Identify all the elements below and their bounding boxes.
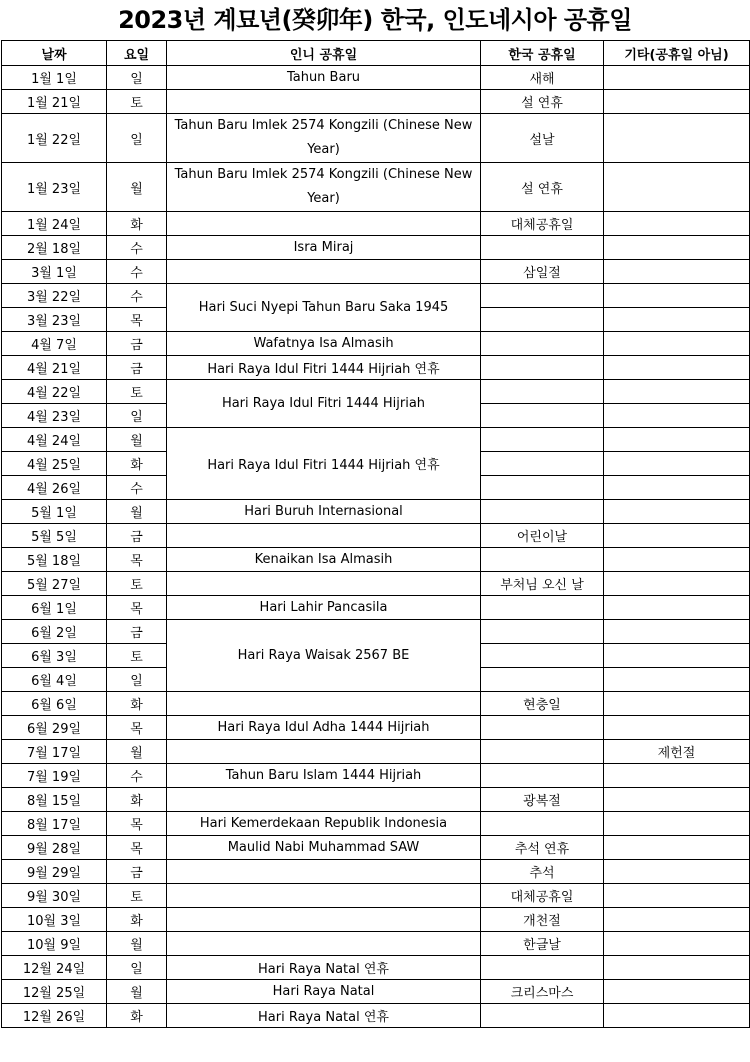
cell-weekday: 금 [107, 860, 167, 884]
cell-indonesia-holiday: Hari Buruh Internasional [167, 500, 481, 524]
cell-weekday: 화 [107, 908, 167, 932]
cell-korea-holiday: 설 연휴 [481, 90, 604, 114]
cell-indonesia-holiday [167, 212, 481, 236]
cell-date: 9월 29일 [2, 860, 107, 884]
cell-korea-holiday: 크리스마스 [481, 980, 604, 1004]
holiday-rows [2, 66, 750, 1028]
cell-weekday: 화 [107, 788, 167, 812]
cell-date: 10월 9일 [2, 932, 107, 956]
cell-indonesia-holiday: Maulid Nabi Muhammad SAW [167, 836, 481, 860]
header-row [2, 41, 750, 66]
cell-indonesia-holiday: Tahun Baru Islam 1444 Hijriah [167, 764, 481, 788]
cell-date: 1월 22일 [2, 114, 107, 163]
cell-date: 7월 19일 [2, 764, 107, 788]
cell-weekday: 목 [107, 308, 167, 332]
cell-korea-holiday [481, 404, 604, 428]
table-row [2, 114, 750, 163]
cell-other [604, 788, 750, 812]
cell-date: 1월 21일 [2, 90, 107, 114]
cell-korea-holiday [481, 620, 604, 644]
cell-date: 8월 15일 [2, 788, 107, 812]
cell-date: 4월 22일 [2, 380, 107, 404]
cell-other [604, 908, 750, 932]
table-row [2, 163, 750, 212]
table-row [2, 66, 750, 90]
table-row [2, 908, 750, 932]
cell-weekday: 월 [107, 980, 167, 1004]
cell-korea-holiday [481, 356, 604, 380]
cell-weekday: 일 [107, 956, 167, 980]
cell-other [604, 212, 750, 236]
table-row [2, 90, 750, 114]
cell-korea-holiday [481, 668, 604, 692]
cell-indonesia-holiday: Hari Raya Waisak 2567 BE [167, 620, 481, 692]
cell-indonesia-holiday: Hari Raya Natal [167, 980, 481, 1004]
cell-weekday: 토 [107, 884, 167, 908]
cell-date: 1월 23일 [2, 163, 107, 212]
table-row [2, 332, 750, 356]
cell-weekday: 월 [107, 163, 167, 212]
cell-other [604, 956, 750, 980]
cell-weekday: 금 [107, 620, 167, 644]
table-row [2, 236, 750, 260]
cell-date: 4월 7일 [2, 332, 107, 356]
cell-korea-holiday [481, 308, 604, 332]
cell-weekday: 월 [107, 500, 167, 524]
cell-other [604, 284, 750, 308]
cell-other [604, 332, 750, 356]
cell-date: 5월 27일 [2, 572, 107, 596]
table-row [2, 284, 750, 308]
cell-other [604, 114, 750, 163]
cell-indonesia-holiday: Hari Raya Idul Fitri 1444 Hijriah 연휴 [167, 428, 481, 500]
cell-weekday: 금 [107, 332, 167, 356]
cell-korea-holiday [481, 332, 604, 356]
cell-date: 4월 26일 [2, 476, 107, 500]
table-row [2, 572, 750, 596]
cell-weekday: 수 [107, 476, 167, 500]
cell-date: 3월 23일 [2, 308, 107, 332]
cell-korea-holiday [481, 740, 604, 764]
cell-date: 6월 2일 [2, 620, 107, 644]
cell-date: 5월 18일 [2, 548, 107, 572]
cell-korea-holiday: 설 연휴 [481, 163, 604, 212]
cell-other [604, 356, 750, 380]
cell-other [604, 1004, 750, 1028]
cell-other [604, 548, 750, 572]
cell-weekday: 일 [107, 114, 167, 163]
table-row [2, 764, 750, 788]
cell-korea-holiday: 대체공휴일 [481, 884, 604, 908]
cell-korea-holiday: 새해 [481, 66, 604, 90]
cell-date: 10월 3일 [2, 908, 107, 932]
header-indonesia-holiday: 인니 공휴일 [167, 41, 481, 66]
cell-weekday: 월 [107, 428, 167, 452]
table-row [2, 716, 750, 740]
cell-date: 12월 25일 [2, 980, 107, 1004]
cell-other [604, 236, 750, 260]
cell-date: 6월 29일 [2, 716, 107, 740]
cell-other [604, 692, 750, 716]
cell-korea-holiday: 추석 [481, 860, 604, 884]
cell-date: 4월 25일 [2, 452, 107, 476]
table-row [2, 932, 750, 956]
cell-other [604, 668, 750, 692]
cell-indonesia-holiday: Wafatnya Isa Almasih [167, 332, 481, 356]
cell-korea-holiday [481, 764, 604, 788]
cell-weekday: 화 [107, 1004, 167, 1028]
cell-date: 6월 3일 [2, 644, 107, 668]
cell-other [604, 90, 750, 114]
cell-weekday: 목 [107, 836, 167, 860]
cell-date: 7월 17일 [2, 740, 107, 764]
cell-other [604, 812, 750, 836]
table-row [2, 740, 750, 764]
cell-weekday: 목 [107, 812, 167, 836]
table-row [2, 788, 750, 812]
header-korea-holiday: 한국 공휴일 [481, 41, 604, 66]
cell-weekday: 목 [107, 716, 167, 740]
cell-date: 2월 18일 [2, 236, 107, 260]
cell-date: 1월 24일 [2, 212, 107, 236]
cell-other [604, 404, 750, 428]
cell-date: 4월 24일 [2, 428, 107, 452]
cell-indonesia-holiday: Hari Kemerdekaan Republik Indonesia [167, 812, 481, 836]
cell-other [604, 428, 750, 452]
cell-indonesia-holiday: Hari Raya Natal 연휴 [167, 1004, 481, 1028]
header-date: 날짜 [2, 41, 107, 66]
cell-korea-holiday [481, 236, 604, 260]
cell-date: 9월 28일 [2, 836, 107, 860]
cell-other [604, 620, 750, 644]
cell-date: 6월 1일 [2, 596, 107, 620]
cell-korea-holiday [481, 812, 604, 836]
cell-weekday: 토 [107, 644, 167, 668]
cell-weekday: 월 [107, 740, 167, 764]
cell-weekday: 월 [107, 932, 167, 956]
cell-indonesia-holiday: Hari Raya Natal 연휴 [167, 956, 481, 980]
cell-korea-holiday: 광복절 [481, 788, 604, 812]
table-row [2, 860, 750, 884]
cell-date: 4월 23일 [2, 404, 107, 428]
cell-indonesia-holiday [167, 740, 481, 764]
cell-weekday: 일 [107, 668, 167, 692]
cell-indonesia-holiday [167, 572, 481, 596]
cell-korea-holiday [481, 548, 604, 572]
cell-other [604, 884, 750, 908]
cell-weekday: 토 [107, 90, 167, 114]
cell-other [604, 596, 750, 620]
cell-korea-holiday: 설날 [481, 114, 604, 163]
header-weekday: 요일 [107, 41, 167, 66]
table-row [2, 524, 750, 548]
cell-other: 제헌절 [604, 740, 750, 764]
cell-weekday: 화 [107, 212, 167, 236]
cell-indonesia-holiday: Tahun Baru Imlek 2574 Kongzili (Chinese New Year) [167, 114, 481, 163]
cell-indonesia-holiday [167, 524, 481, 548]
table-row [2, 356, 750, 380]
cell-weekday: 금 [107, 524, 167, 548]
cell-indonesia-holiday: Hari Raya Idul Fitri 1444 Hijriah 연휴 [167, 356, 481, 380]
cell-korea-holiday [481, 476, 604, 500]
table-row [2, 548, 750, 572]
cell-weekday: 화 [107, 692, 167, 716]
cell-indonesia-holiday [167, 692, 481, 716]
cell-indonesia-holiday [167, 908, 481, 932]
cell-korea-holiday [481, 956, 604, 980]
cell-indonesia-holiday: Hari Raya Idul Adha 1444 Hijriah [167, 716, 481, 740]
cell-date: 6월 6일 [2, 692, 107, 716]
cell-date: 12월 24일 [2, 956, 107, 980]
cell-date: 8월 17일 [2, 812, 107, 836]
cell-date: 5월 5일 [2, 524, 107, 548]
cell-indonesia-holiday: Hari Lahir Pancasila [167, 596, 481, 620]
cell-other [604, 764, 750, 788]
cell-weekday: 수 [107, 236, 167, 260]
cell-other [604, 500, 750, 524]
cell-date: 9월 30일 [2, 884, 107, 908]
holiday-table [1, 40, 750, 1028]
cell-other [604, 716, 750, 740]
cell-weekday: 일 [107, 404, 167, 428]
cell-date: 3월 1일 [2, 260, 107, 284]
cell-other [604, 836, 750, 860]
cell-other [604, 476, 750, 500]
cell-korea-holiday: 추석 연휴 [481, 836, 604, 860]
cell-indonesia-holiday: Isra Miraj [167, 236, 481, 260]
table-row [2, 812, 750, 836]
cell-date: 12월 26일 [2, 1004, 107, 1028]
cell-weekday: 수 [107, 260, 167, 284]
cell-indonesia-holiday [167, 260, 481, 284]
cell-korea-holiday: 대체공휴일 [481, 212, 604, 236]
cell-weekday: 목 [107, 548, 167, 572]
table-row [2, 1004, 750, 1028]
table-row [2, 884, 750, 908]
cell-indonesia-holiday [167, 932, 481, 956]
cell-other [604, 644, 750, 668]
cell-date: 6월 4일 [2, 668, 107, 692]
cell-date: 1월 1일 [2, 66, 107, 90]
table-row [2, 836, 750, 860]
cell-other [604, 66, 750, 90]
cell-weekday: 일 [107, 66, 167, 90]
cell-indonesia-holiday: Tahun Baru Imlek 2574 Kongzili (Chinese New Year) [167, 163, 481, 212]
header-other: 기타(공휴일 아님) [604, 41, 750, 66]
table-row [2, 980, 750, 1004]
table-row [2, 956, 750, 980]
table-row [2, 500, 750, 524]
cell-other [604, 932, 750, 956]
cell-korea-holiday: 부처님 오신 날 [481, 572, 604, 596]
table-row [2, 596, 750, 620]
cell-korea-holiday [481, 596, 604, 620]
table-row [2, 260, 750, 284]
cell-other [604, 860, 750, 884]
cell-other [604, 572, 750, 596]
cell-indonesia-holiday [167, 788, 481, 812]
cell-date: 4월 21일 [2, 356, 107, 380]
table-row [2, 620, 750, 644]
page-title: 2023년 계묘년(癸卯年) 한국, 인도네시아 공휴일 [118, 6, 632, 34]
cell-korea-holiday: 한글날 [481, 932, 604, 956]
cell-korea-holiday: 삼일절 [481, 260, 604, 284]
cell-weekday: 화 [107, 452, 167, 476]
cell-korea-holiday [481, 716, 604, 740]
cell-other [604, 380, 750, 404]
cell-korea-holiday [481, 644, 604, 668]
cell-date: 5월 1일 [2, 500, 107, 524]
table-row [2, 212, 750, 236]
cell-other [604, 163, 750, 212]
cell-weekday: 수 [107, 284, 167, 308]
cell-weekday: 수 [107, 764, 167, 788]
cell-indonesia-holiday [167, 884, 481, 908]
cell-other [604, 260, 750, 284]
cell-indonesia-holiday: Hari Suci Nyepi Tahun Baru Saka 1945 [167, 284, 481, 332]
cell-korea-holiday [481, 452, 604, 476]
table-row [2, 692, 750, 716]
cell-korea-holiday: 개천절 [481, 908, 604, 932]
cell-indonesia-holiday [167, 90, 481, 114]
table-row [2, 380, 750, 404]
cell-weekday: 토 [107, 572, 167, 596]
cell-date: 3월 22일 [2, 284, 107, 308]
cell-other [604, 980, 750, 1004]
cell-indonesia-holiday: Hari Raya Idul Fitri 1444 Hijriah [167, 380, 481, 428]
cell-korea-holiday: 어린이날 [481, 524, 604, 548]
cell-indonesia-holiday: Kenaikan Isa Almasih [167, 548, 481, 572]
cell-korea-holiday [481, 380, 604, 404]
cell-other [604, 308, 750, 332]
cell-korea-holiday [481, 428, 604, 452]
cell-indonesia-holiday [167, 860, 481, 884]
cell-other [604, 452, 750, 476]
cell-korea-holiday [481, 500, 604, 524]
cell-korea-holiday [481, 1004, 604, 1028]
cell-weekday: 목 [107, 596, 167, 620]
cell-other [604, 524, 750, 548]
cell-weekday: 금 [107, 356, 167, 380]
cell-korea-holiday: 현충일 [481, 692, 604, 716]
cell-weekday: 토 [107, 380, 167, 404]
cell-indonesia-holiday: Tahun Baru [167, 66, 481, 90]
table-row [2, 428, 750, 452]
cell-korea-holiday [481, 284, 604, 308]
